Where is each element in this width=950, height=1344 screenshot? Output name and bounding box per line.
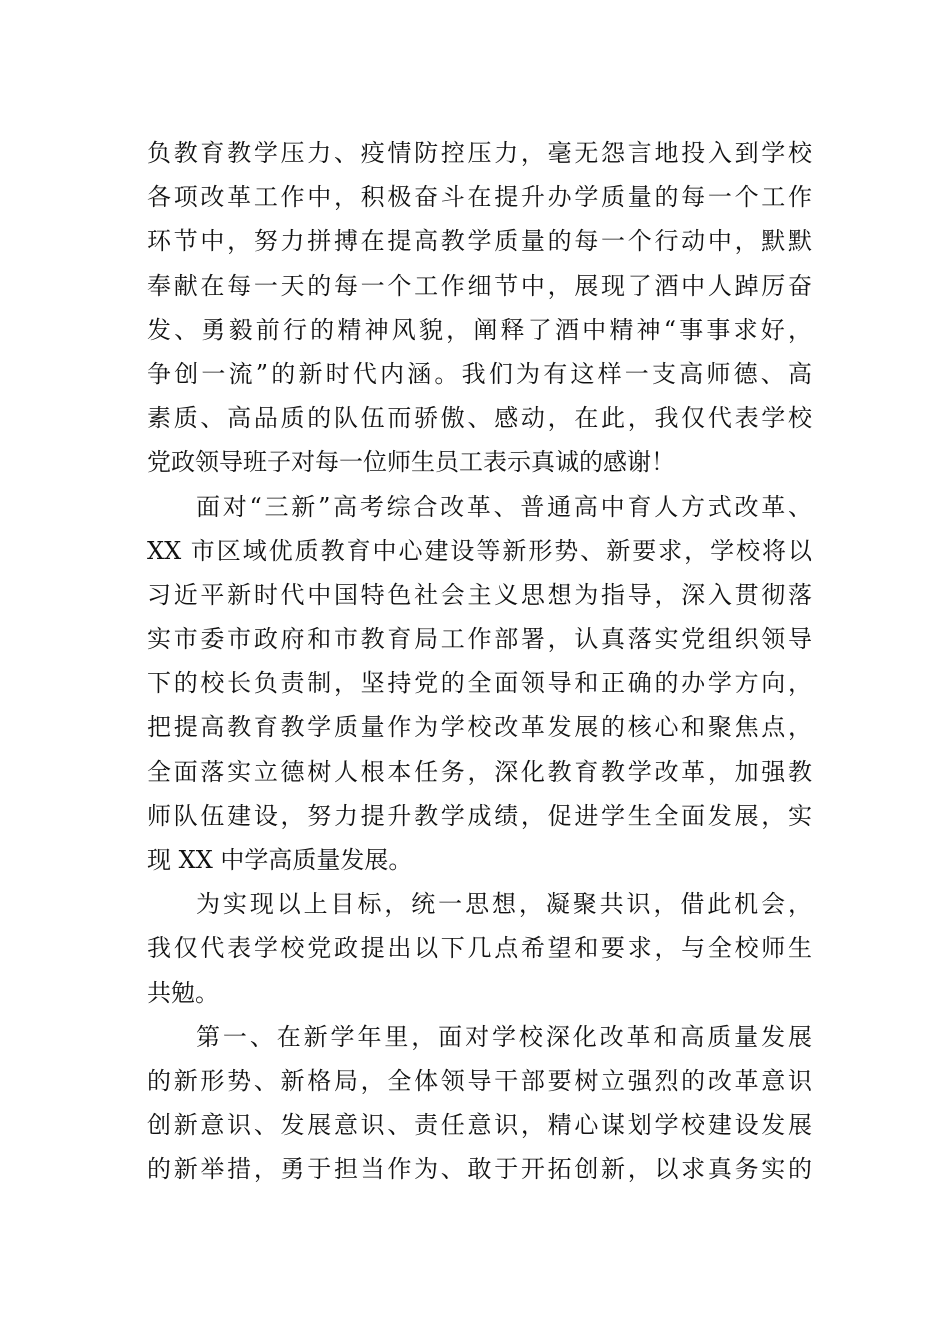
paragraph-1 bbox=[147, 131, 812, 485]
text-line: XX 市区域优质教育中心建设等新形势、新要求，学校将以 bbox=[147, 536, 812, 565]
text-line: 争创一流”的新时代内涵。我们为有这样一支高师德、高 bbox=[147, 359, 812, 388]
text-line: 发、勇毅前行的精神风貌，阐释了酒中精神“事事求好， bbox=[147, 315, 812, 344]
text-line: 习近平新时代中国特色社会主义思想为指导，深入贯彻落 bbox=[147, 580, 812, 609]
text-line: 的新形势、新格局，全体领导干部要树立强烈的改革意识 bbox=[147, 1066, 812, 1095]
text-line: 下的校长负责制，坚持党的全面领导和正确的办学方向， bbox=[147, 669, 812, 698]
paragraph-2 bbox=[147, 485, 812, 883]
text-line: 奉献在每一天的每一个工作细节中，展现了酒中人踔厉奋 bbox=[147, 271, 812, 300]
text-line: 师队伍建设，努力提升教学成绩，促进学生全面发展，实 bbox=[147, 801, 812, 830]
text-line: 的新举措，勇于担当作为、敢于开拓创新，以求真务实的 bbox=[147, 1155, 812, 1184]
text-line: 实市委市政府和市教育局工作部署，认真落实党组织领导 bbox=[147, 625, 812, 654]
text-line: 为实现以上目标，统一思想，凝聚共识，借此机会， bbox=[196, 890, 812, 919]
text-line: 全面落实立德树人根本任务，深化教育教学改革，加强教 bbox=[147, 757, 812, 786]
text-line: 我仅代表学校党政提出以下几点希望和要求，与全校师生 bbox=[147, 934, 812, 963]
text-line: 环节中，努力拼搏在提高教学质量的每一个行动中，默默 bbox=[147, 227, 812, 256]
text-line: 各项改革工作中，积极奋斗在提升办学质量的每一个工作 bbox=[147, 183, 812, 212]
text-line: 创新意识、发展意识、责任意识，精心谋划学校建设发展 bbox=[147, 1111, 812, 1140]
text-line: 现 XX 中学高质量发展。 bbox=[147, 846, 413, 874]
text-line: 素质、高品质的队伍而骄傲、感动，在此，我仅代表学校 bbox=[147, 404, 812, 433]
paragraph-3 bbox=[147, 882, 812, 1015]
text-line: 第一、在新学年里，面对学校深化改革和高质量发展 bbox=[196, 1022, 812, 1051]
text-line: 把提高教育教学质量作为学校改革发展的核心和聚焦点， bbox=[147, 713, 812, 742]
paragraph-4 bbox=[147, 1015, 812, 1192]
text-line: 党政领导班子对每一位师生员工表示真诚的感谢！ bbox=[147, 448, 675, 477]
text-line: 面对“三新”高考综合改革、普通高中育人方式改革、 bbox=[196, 492, 812, 521]
document-body bbox=[147, 131, 812, 1192]
text-line: 负教育教学压力、疫情防控压力，毫无怨言地投入到学校 bbox=[147, 139, 812, 167]
text-line: 共勉。 bbox=[147, 978, 219, 1007]
